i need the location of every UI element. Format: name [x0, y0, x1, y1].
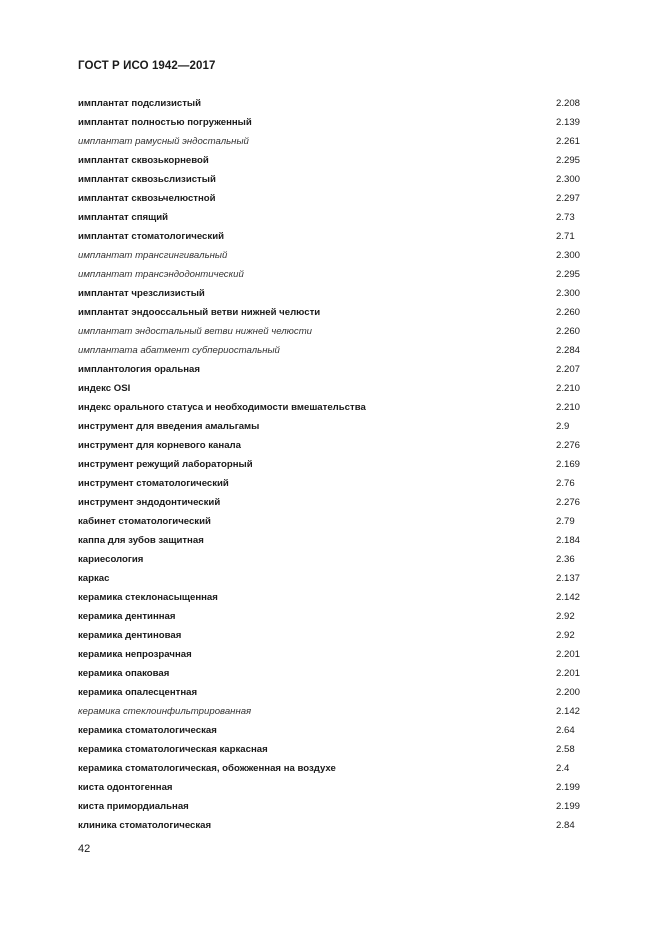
index-entry-term: имплантат полностью погруженный: [78, 117, 252, 128]
index-entry: [78, 493, 598, 512]
index-entry-reference: 2.142: [556, 592, 581, 603]
index-entry-reference: 2.207: [556, 364, 581, 375]
index-entry: [78, 683, 598, 702]
index-entry-term: керамика дентиновая: [78, 630, 182, 641]
index-entry-reference: 2.261: [556, 136, 581, 147]
index-entry-term: имплантат эндостальный ветви нижней челюсти: [78, 326, 313, 337]
index-entry: [78, 151, 598, 170]
index-entry-term: керамика стоматологическая, обожженная на воздухе: [78, 763, 336, 774]
index-entry-reference: 2.199: [556, 782, 581, 793]
index-entry-reference: 2.201: [556, 668, 581, 679]
index-entry: [78, 341, 598, 360]
index-entry-reference: 2.199: [556, 801, 581, 812]
index-entry: [78, 816, 598, 835]
index-entry-reference: 2.71: [556, 231, 575, 242]
index-entry: [78, 778, 598, 797]
index-entry-term: имплантат сквозькорневой: [78, 155, 209, 166]
index-entry-reference: 2.73: [556, 212, 575, 223]
index-entry-term: керамика дентинная: [78, 611, 176, 622]
index-entry-term: индекс OSI: [78, 383, 131, 394]
index-entry: [78, 664, 598, 683]
index-entry: [78, 189, 598, 208]
index-entry-reference: 2.36: [556, 554, 575, 565]
index-entry: [78, 759, 598, 778]
index-entry: [78, 284, 598, 303]
index-entry: [78, 94, 598, 113]
index-entry-term: керамика стоматологическая: [78, 725, 217, 736]
index-entry: [78, 322, 598, 341]
index-entry-reference: 2.295: [556, 269, 581, 280]
index-entry-term: имплантат стоматологический: [78, 231, 224, 242]
index-entry: [78, 721, 598, 740]
index-entry-term: инструмент эндодонтический: [78, 497, 221, 508]
index-entry-term: имплантат чрезслизистый: [78, 288, 205, 299]
index-entry-term: инструмент для введения амальгамы: [78, 421, 260, 432]
index-entry-reference: 2.260: [556, 307, 581, 318]
index-entry-reference: 2.208: [556, 98, 581, 109]
page-number: 42: [78, 843, 91, 855]
index-entry: [78, 208, 598, 227]
index-entry-term: имплантат трансгингивальный: [78, 250, 228, 261]
index-entry: [78, 303, 598, 322]
index-entry-reference: 2.201: [556, 649, 581, 660]
index-entry-term: керамика стеклоинфильтрированная: [78, 706, 252, 717]
index-entry: [78, 379, 598, 398]
index-entry-reference: 2.295: [556, 155, 581, 166]
index-entry-reference: 2.9: [556, 421, 570, 432]
index-entry-reference: 2.260: [556, 326, 581, 337]
index-entry-reference: 2.300: [556, 250, 581, 261]
index-entry: [78, 550, 598, 569]
index-entry-term: имплантология оральная: [78, 364, 200, 375]
index-entry-reference: 2.297: [556, 193, 581, 204]
index-entry: [78, 588, 598, 607]
index-entry-term: имплантат подслизистый: [78, 98, 202, 109]
index-entry: [78, 132, 598, 151]
index-entry: [78, 740, 598, 759]
index-entry-term: имплантат сквозьслизистый: [78, 174, 216, 185]
index-entry-term: керамика опаковая: [78, 668, 170, 679]
index-entry-reference: 2.137: [556, 573, 581, 584]
index-entry: [78, 360, 598, 379]
index-entry-term: каркас: [78, 573, 110, 584]
index-entry-term: инструмент режущий лабораторный: [78, 459, 253, 470]
index-entry-term: кариесология: [78, 554, 144, 565]
index-entry-term: киста одонтогенная: [78, 782, 173, 793]
index-entry: [78, 531, 598, 550]
index-entry-term: инструмент стоматологический: [78, 478, 229, 489]
index-entry-term: керамика стоматологическая каркасная: [78, 744, 268, 755]
index-entry: [78, 398, 598, 417]
index-entry-reference: 2.92: [556, 630, 575, 641]
index-entry-term: имплантат трансэндодонтический: [78, 269, 244, 280]
index-entry-reference: 2.142: [556, 706, 581, 717]
index-entry: [78, 626, 598, 645]
index-entries-list: [78, 94, 598, 835]
index-entry: [78, 797, 598, 816]
index-entry-reference: 2.92: [556, 611, 575, 622]
index-entry-reference: 2.79: [556, 516, 575, 527]
index-entry-term: инструмент для корневого канала: [78, 440, 241, 451]
index-entry-reference: 2.300: [556, 174, 581, 185]
index-entry: [78, 227, 598, 246]
index-entry-reference: 2.184: [556, 535, 581, 546]
index-entry-term: имплантат эндооссальный ветви нижней челюсти: [78, 307, 321, 318]
index-entry-term: имплантат рамусный эндостальный: [78, 136, 249, 147]
index-entry: [78, 113, 598, 132]
index-entry-term: керамика непрозрачная: [78, 649, 192, 660]
index-entry: [78, 702, 598, 721]
index-entry-term: индекс орального статуса и необходимости вмешательства: [78, 402, 366, 413]
index-entry-term: имплантат сквозьчелюстной: [78, 193, 216, 204]
index-entry-reference: 2.4: [556, 763, 570, 774]
index-entry-reference: 2.169: [556, 459, 581, 470]
index-entry-reference: 2.210: [556, 402, 581, 413]
index-entry-reference: 2.300: [556, 288, 581, 299]
index-entry-term: кабинет стоматологический: [78, 516, 211, 527]
index-entry-reference: 2.139: [556, 117, 581, 128]
index-entry: [78, 417, 598, 436]
index-entry-term: имплантата абатмент субпериостальный: [78, 345, 280, 356]
index-entry-reference: 2.210: [556, 383, 581, 394]
index-entry: [78, 569, 598, 588]
index-entry: [78, 170, 598, 189]
index-entry: [78, 512, 598, 531]
index-entry: [78, 455, 598, 474]
index-entry-reference: 2.76: [556, 478, 575, 489]
index-entry: [78, 265, 598, 284]
index-entry-reference: 2.200: [556, 687, 581, 698]
index-entry-term: керамика опалесцентная: [78, 687, 198, 698]
index-entry-reference: 2.58: [556, 744, 575, 755]
index-entry-reference: 2.284: [556, 345, 581, 356]
index-entry-reference: 2.64: [556, 725, 575, 736]
index-entry: [78, 607, 598, 626]
index-entry: [78, 645, 598, 664]
index-entry-term: клиника стоматологическая: [78, 820, 212, 831]
index-entry-term: имплантат спящий: [78, 212, 169, 223]
index-entry-term: керамика стеклонасыщенная: [78, 592, 218, 603]
index-entry-reference: 2.84: [556, 820, 575, 831]
index-entry: [78, 246, 598, 265]
index-entry-reference: 2.276: [556, 440, 581, 451]
index-entry: [78, 436, 598, 455]
index-entry-term: киста примордиальная: [78, 801, 189, 812]
index-entry: [78, 474, 598, 493]
index-entry-reference: 2.276: [556, 497, 581, 508]
document-header: ГОСТ Р ИСО 1942—2017: [78, 60, 216, 72]
index-entry-term: каппа для зубов защитная: [78, 535, 204, 546]
